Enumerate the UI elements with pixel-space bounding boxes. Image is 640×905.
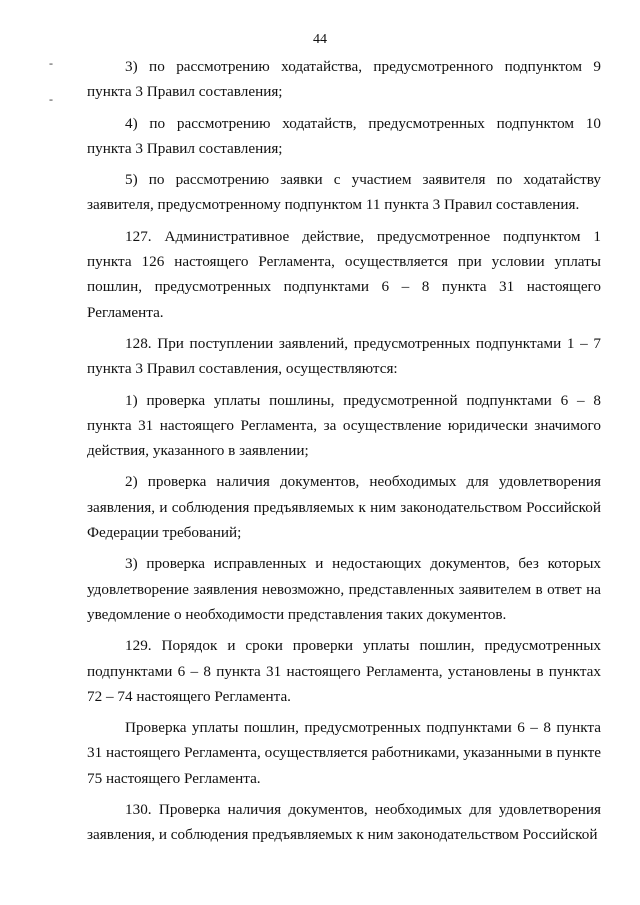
- document-body: [87, 54, 601, 854]
- paragraph: 1) проверка уплаты пошлины, предусмотренной подпунктами 6 – 8 пункта 31 настоящего Регламента, за осуществление юридически значимого действия, указанного в заявлении;: [87, 391, 601, 460]
- paragraph: 4) по рассмотрению ходатайств, предусмотренных подпунктом 10 пункта 3 Правил составления;: [87, 114, 601, 157]
- page-number: 44: [313, 32, 327, 47]
- paragraph: 127. Административное действие, предусмотренное подпунктом 1 пункта 126 настоящего Регламента, осуществляется при условии уплаты пошлин, предусмотренных подпунктами 6 – 8 пункта 31 настоящего Регламента.: [87, 227, 601, 321]
- margin-mark: -: [49, 56, 53, 70]
- paragraph: 5) по рассмотрению заявки с участием заявителя по ходатайству заявителя, предусмотренному подпунктом 11 пункта 3 Правил составления.: [87, 171, 601, 214]
- paragraph: 130. Проверка наличия документов, необходимых для удовлетворения заявления, и соблюдения предъявляемых к ним законодательством Российской: [87, 801, 601, 844]
- margin-mark: -: [49, 92, 53, 106]
- paragraph: 2) проверка наличия документов, необходимых для удовлетворения заявления, и соблюдения предъявляемых к ним законодательством Российской Федерации требований;: [87, 473, 601, 542]
- paragraph: 128. При поступлении заявлений, предусмотренных подпунктами 1 – 7 пункта 3 Правил составления, осуществляются:: [87, 334, 601, 378]
- paragraph: 129. Порядок и сроки проверки уплаты пошлин, предусмотренных подпунктами 6 – 8 пункта 31 настоящего Регламента, установлены в пунктах 72 – 74 настоящего Регламента.: [87, 637, 601, 705]
- paragraph: 3) по рассмотрению ходатайства, предусмотренного подпунктом 9 пункта 3 Правил составления;: [87, 58, 601, 101]
- paragraph: 3) проверка исправленных и недостающих документов, без которых удовлетворение заявления невозможно, представленных заявителем в ответ на уведомление о необходимости представления таких документов.: [87, 555, 601, 623]
- paragraph: Проверка уплаты пошлин, предусмотренных подпунктами 6 – 8 пункта 31 настоящего Регламента, осуществляется работниками, указанными в пункте 75 настоящего Регламента.: [87, 719, 601, 787]
